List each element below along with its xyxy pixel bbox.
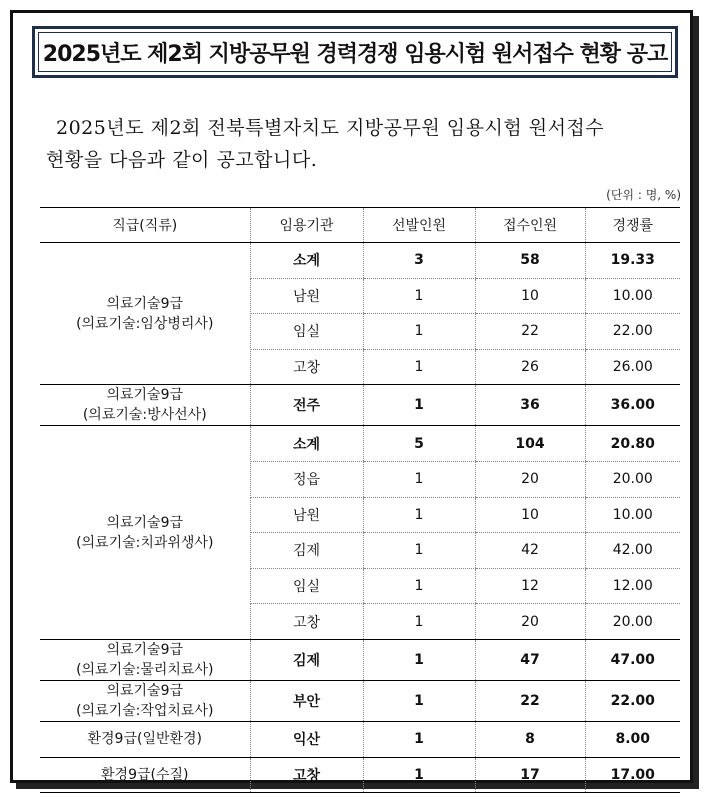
org-cell: 고창 (250, 604, 363, 640)
table-body (40, 243, 680, 793)
grade-line-1: 환경9급(수질) (101, 766, 189, 783)
apply-cell: 26 (475, 349, 585, 385)
intro-paragraph (46, 112, 686, 176)
rate-cell: 42.00 (585, 533, 680, 569)
rate-cell: 26.00 (585, 349, 680, 385)
select-cell: 1 (363, 533, 475, 569)
unit-note: (단위 : 명, %) (606, 188, 681, 202)
rate-cell: 19.33 (585, 243, 680, 279)
org-cell: 소계 (250, 426, 363, 462)
select-cell: 3 (363, 243, 475, 279)
header-org: 임용기관 (250, 208, 363, 243)
org-cell: 익산 (250, 721, 363, 757)
header-select: 선발인원 (363, 208, 475, 243)
select-cell: 1 (363, 721, 475, 757)
org-cell: 소계 (250, 243, 363, 279)
header-apply: 접수인원 (475, 208, 585, 243)
apply-cell: 58 (475, 243, 585, 279)
apply-cell: 10 (475, 497, 585, 533)
apply-cell: 22 (475, 314, 585, 350)
rate-cell: 8.00 (585, 721, 680, 757)
grade-line-2: (의료기술:물리치료사) (76, 661, 214, 678)
select-cell: 1 (363, 680, 475, 721)
grade-line-2: (의료기술:임상병리사) (76, 315, 214, 332)
select-cell: 1 (363, 461, 475, 497)
table-row (40, 680, 680, 721)
org-cell: 임실 (250, 314, 363, 350)
select-cell: 5 (363, 426, 475, 462)
grade-cell (40, 721, 250, 757)
table-row (40, 385, 680, 426)
rate-cell: 17.00 (585, 757, 680, 793)
rate-cell: 20.00 (585, 461, 680, 497)
org-cell: 전주 (250, 385, 363, 426)
grade-line-1: 환경9급(일반환경) (87, 731, 202, 748)
header-rate: 경쟁률 (585, 208, 680, 243)
org-cell: 부안 (250, 680, 363, 721)
select-cell: 1 (363, 604, 475, 640)
rate-cell: 20.00 (585, 604, 680, 640)
apply-cell: 20 (475, 604, 585, 640)
apply-cell: 47 (475, 639, 585, 680)
grade-line-1: 의료기술9급 (106, 641, 184, 658)
rate-cell: 12.00 (585, 568, 680, 604)
grade-cell (40, 680, 250, 721)
select-cell: 1 (363, 278, 475, 314)
apply-cell: 104 (475, 426, 585, 462)
title-box (32, 26, 678, 78)
select-cell: 1 (363, 314, 475, 350)
table-row (40, 721, 680, 757)
header-grade: 직급(직류) (40, 208, 250, 243)
table-row (40, 757, 680, 793)
org-cell: 김제 (250, 639, 363, 680)
org-cell: 남원 (250, 497, 363, 533)
select-cell: 1 (363, 568, 475, 604)
rate-cell: 22.00 (585, 314, 680, 350)
intro-line-2: 현황을 다음과 같이 공고합니다. (46, 149, 318, 171)
org-cell: 고창 (250, 349, 363, 385)
select-cell: 1 (363, 639, 475, 680)
page-title: 2025년도 제2회 지방공무원 경력경쟁 임용시험 원서접수 현황 공고 (42, 41, 668, 67)
org-cell: 임실 (250, 568, 363, 604)
org-cell: 남원 (250, 278, 363, 314)
table-row (40, 639, 680, 680)
select-cell: 1 (363, 385, 475, 426)
select-cell: 1 (363, 497, 475, 533)
rate-cell: 47.00 (585, 639, 680, 680)
grade-line-2: (의료기술:방사선사) (82, 407, 207, 424)
apply-cell: 20 (475, 461, 585, 497)
select-cell: 1 (363, 349, 475, 385)
apply-cell: 12 (475, 568, 585, 604)
rate-cell: 10.00 (585, 278, 680, 314)
grade-line-2: (의료기술:치과위생사) (76, 534, 214, 551)
grade-cell (40, 426, 250, 640)
org-cell: 정읍 (250, 461, 363, 497)
apply-cell: 10 (475, 278, 585, 314)
grade-line-1: 의료기술9급 (106, 295, 184, 312)
rate-cell: 36.00 (585, 385, 680, 426)
apply-cell: 17 (475, 757, 585, 793)
status-table (40, 207, 680, 793)
grade-line-2: (의료기술:작업치료사) (76, 702, 214, 719)
table-row (40, 426, 680, 462)
grade-cell (40, 639, 250, 680)
rate-cell: 22.00 (585, 680, 680, 721)
table-header-row (40, 208, 680, 243)
grade-line-1: 의료기술9급 (106, 514, 184, 531)
table-row (40, 243, 680, 279)
org-cell: 김제 (250, 533, 363, 569)
grade-cell (40, 757, 250, 793)
grade-cell (40, 385, 250, 426)
rate-cell: 20.80 (585, 426, 680, 462)
select-cell: 1 (363, 757, 475, 793)
intro-line-1: 2025년도 제2회 전북특별자치도 지방공무원 임용시험 원서접수 (56, 117, 605, 139)
apply-cell: 36 (475, 385, 585, 426)
rate-cell: 10.00 (585, 497, 680, 533)
grade-line-1: 의료기술9급 (106, 387, 184, 404)
apply-cell: 22 (475, 680, 585, 721)
grade-line-1: 의료기술9급 (106, 682, 184, 699)
org-cell: 고창 (250, 757, 363, 793)
apply-cell: 42 (475, 533, 585, 569)
apply-cell: 8 (475, 721, 585, 757)
grade-cell (40, 243, 250, 385)
